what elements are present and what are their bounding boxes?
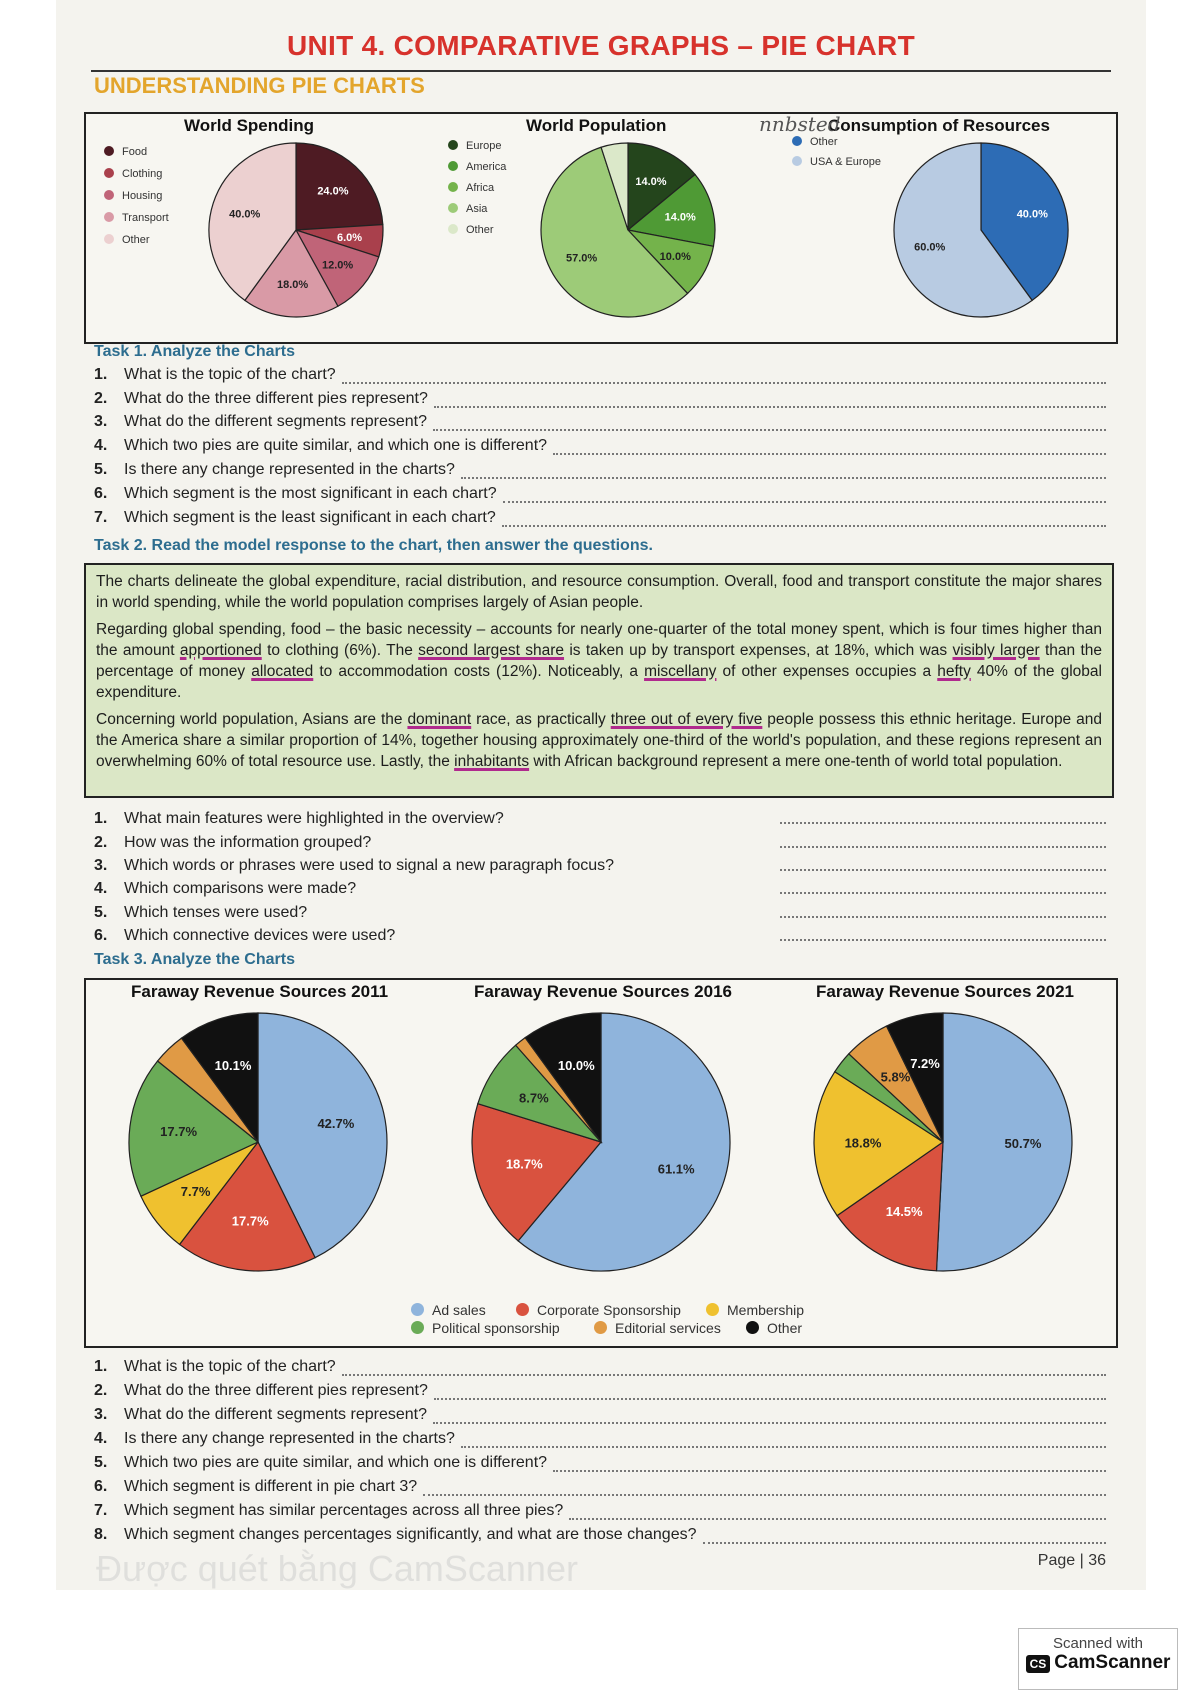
legend-africa: Africa [448, 182, 494, 194]
revenue-2011-title: Faraway Revenue Sources 2011 [131, 982, 389, 1001]
pie-data-label: 40.0% [229, 208, 261, 221]
pie-data-label: 57.0% [565, 252, 598, 265]
worksheet-page [56, 0, 1146, 1590]
camscanner-brand: CamScanner [1054, 1652, 1171, 1673]
pie-data-label: 61.1% [657, 1161, 695, 1177]
legend-asia: Asia [448, 203, 487, 215]
task1-question: 7. Which segment is the least significant in each chart? [94, 509, 1106, 527]
legend-america: America [448, 161, 506, 173]
legend-food: Food [104, 146, 147, 158]
model-paragraph-population: Concerning world population, Asians are the dominant race, as practically three out of every five people possess this ethnic heritage. Europe and the America share a similar proportion of 14%, together housing approximately one-third of the world's population, and these regions represent an overwhelming 60% of total resource use. Lastly, the inhabitants with African background represent a mere one-tenth of world total population. [96, 711, 1102, 770]
legend-corporate-sponsorship: Corporate Sponsorship [516, 1302, 681, 1318]
section-title: UNDERSTANDING PIE CHARTS [94, 73, 425, 98]
revenue-2016-pie [469, 1010, 733, 1274]
task3-question: 2. What do the three different pies represent? [94, 1382, 1106, 1400]
legend-editorial-services: Editorial services [594, 1320, 721, 1336]
pie-data-label: 50.7% [1004, 1136, 1042, 1152]
consumption-title: Consumption of Resources [828, 116, 1050, 135]
revenue-2011-pie [126, 1010, 390, 1274]
consumption-pie [891, 140, 1071, 320]
task3-title: Task 3. Analyze the Charts [94, 951, 295, 968]
page-number: Page | 36 [1037, 1552, 1106, 1569]
task1-question: 4. Which two pies are quite similar, and which one is different? [94, 437, 1106, 455]
pie-data-label: 40.0% [1016, 208, 1048, 221]
camscanner-logo-icon: CS [1026, 1655, 1051, 1673]
legend-clothing: Clothing [104, 168, 162, 180]
legend-other-population: Other [448, 224, 494, 236]
pie-data-label: 18.8% [844, 1135, 882, 1151]
legend-membership: Membership [706, 1302, 804, 1318]
legend-usa-europe: USA & Europe [792, 156, 881, 168]
pie-data-label: 18.0% [277, 278, 309, 291]
task2-question: 3. Which words or phrases were used to signal a new paragraph focus? [94, 857, 1106, 875]
revenue-charts-box [84, 978, 1118, 1348]
pie-data-label: 7.2% [910, 1056, 940, 1072]
task1-title: Task 1. Analyze the Charts [94, 343, 295, 360]
task1-question: 3. What do the different segments represent? [94, 413, 1106, 431]
legend-other-consumption: Other [792, 136, 838, 148]
pie-data-label: 5.8% [880, 1069, 911, 1085]
pie-data-label: 18.7% [505, 1156, 543, 1172]
world-population-title: World Population [526, 116, 667, 135]
scanned-with-label: Scanned with [1052, 1635, 1144, 1652]
pie-data-label: 60.0% [914, 241, 946, 254]
task3-question: 3. What do the different segments represent? [94, 1406, 1106, 1424]
revenue-2021-pie [811, 1010, 1075, 1274]
task2-title: Task 2. Read the model response to the chart, then answer the questions. [94, 537, 653, 554]
pie-data-label: 8.7% [519, 1090, 549, 1106]
title-divider [91, 70, 1111, 72]
task2-question: 1. What main features were highlighted in the overview? [94, 810, 1106, 828]
task3-question: 8. Which segment changes percentages significantly, and what are those changes? [94, 1526, 1106, 1544]
legend-ad-sales: Ad sales [411, 1302, 486, 1318]
handwritten-note: nnbsted [759, 112, 841, 136]
task3-question: 6. Which segment is different in pie chart 3? [94, 1478, 1106, 1496]
task2-question: 6. Which connective devices were used? [94, 927, 1106, 945]
pie-data-label: 17.7% [231, 1213, 269, 1229]
legend-transport: Transport [104, 212, 169, 224]
world-population-pie [538, 140, 718, 320]
camscanner-watermark: Được quét bằng CamScanner [96, 1548, 578, 1589]
task1-question: 6. Which segment is the most significant in each chart? [94, 485, 1106, 503]
legend-europe: Europe [448, 140, 501, 152]
task2-question: 4. Which comparisons were made? [94, 880, 1106, 898]
pie-data-label: 6.0% [336, 231, 363, 244]
model-response-box [84, 563, 1114, 798]
legend-other-revenue: Other [746, 1320, 802, 1336]
revenue-2021-title: Faraway Revenue Sources 2021 [816, 982, 1074, 1001]
world-spending-title: World Spending [184, 116, 315, 135]
unit-title: UNIT 4. COMPARATIVE GRAPHS – PIE CHART [287, 30, 915, 61]
pie-data-label: 14.0% [635, 176, 667, 189]
model-paragraph-overview: The charts delineate the global expenditure, racial distribution, and resource consumption. Overall, food and transport constitute the major shares in world spending, while the world population comprises largely of Asian people. [96, 573, 1102, 611]
task1-question: 2. What do the three different pies represent? [94, 390, 1106, 408]
task2-question: 2. How was the information grouped? [94, 834, 1106, 852]
pie-data-label: 42.7% [317, 1115, 355, 1131]
pie-data-label: 10.1% [214, 1058, 252, 1074]
camscanner-badge [1018, 1628, 1178, 1690]
pie-data-label: 14.0% [664, 211, 696, 224]
world-spending-pie [206, 140, 386, 320]
task3-question: 1. What is the topic of the chart? [94, 1358, 1106, 1376]
legend-housing: Housing [104, 190, 162, 202]
pie-data-label: 12.0% [321, 259, 354, 272]
task1-question: 5. Is there any change represented in the charts? [94, 461, 1106, 479]
task3-question: 4. Is there any change represented in the charts? [94, 1430, 1106, 1448]
pie-data-label: 7.7% [180, 1184, 211, 1200]
pie-data-label: 17.7% [160, 1124, 198, 1140]
task3-question: 7. Which segment has similar percentages across all three pies? [94, 1502, 1106, 1520]
revenue-2016-title: Faraway Revenue Sources 2016 [474, 982, 732, 1001]
legend-political-sponsorship: Political sponsorship [411, 1320, 560, 1336]
legend-other-spending: Other [104, 234, 150, 246]
task3-question: 5. Which two pies are quite similar, and which one is different? [94, 1454, 1106, 1472]
pie-data-label: 10.0% [659, 250, 691, 263]
model-paragraph-spending: Regarding global spending, food – the basic necessity – accounts for nearly one-quarter of the total money spent, which is four times higher than the amount apportioned to clothing (6%). The second largest share is taken up by transport expenses, at 18%, which was visibly larger than the percentage of money allocated to accommodation costs (12%). Noticeably, a miscellany of other expenses occupies a hefty 40% of the global expenditure. [96, 621, 1102, 701]
pie-data-label: 10.0% [557, 1057, 595, 1073]
pie-data-label: 24.0% [317, 185, 349, 198]
task2-question: 5. Which tenses were used? [94, 904, 1106, 922]
pie-data-label: 14.5% [885, 1203, 923, 1219]
top-charts-box [84, 112, 1118, 344]
task1-question: 1. What is the topic of the chart? [94, 366, 1106, 384]
